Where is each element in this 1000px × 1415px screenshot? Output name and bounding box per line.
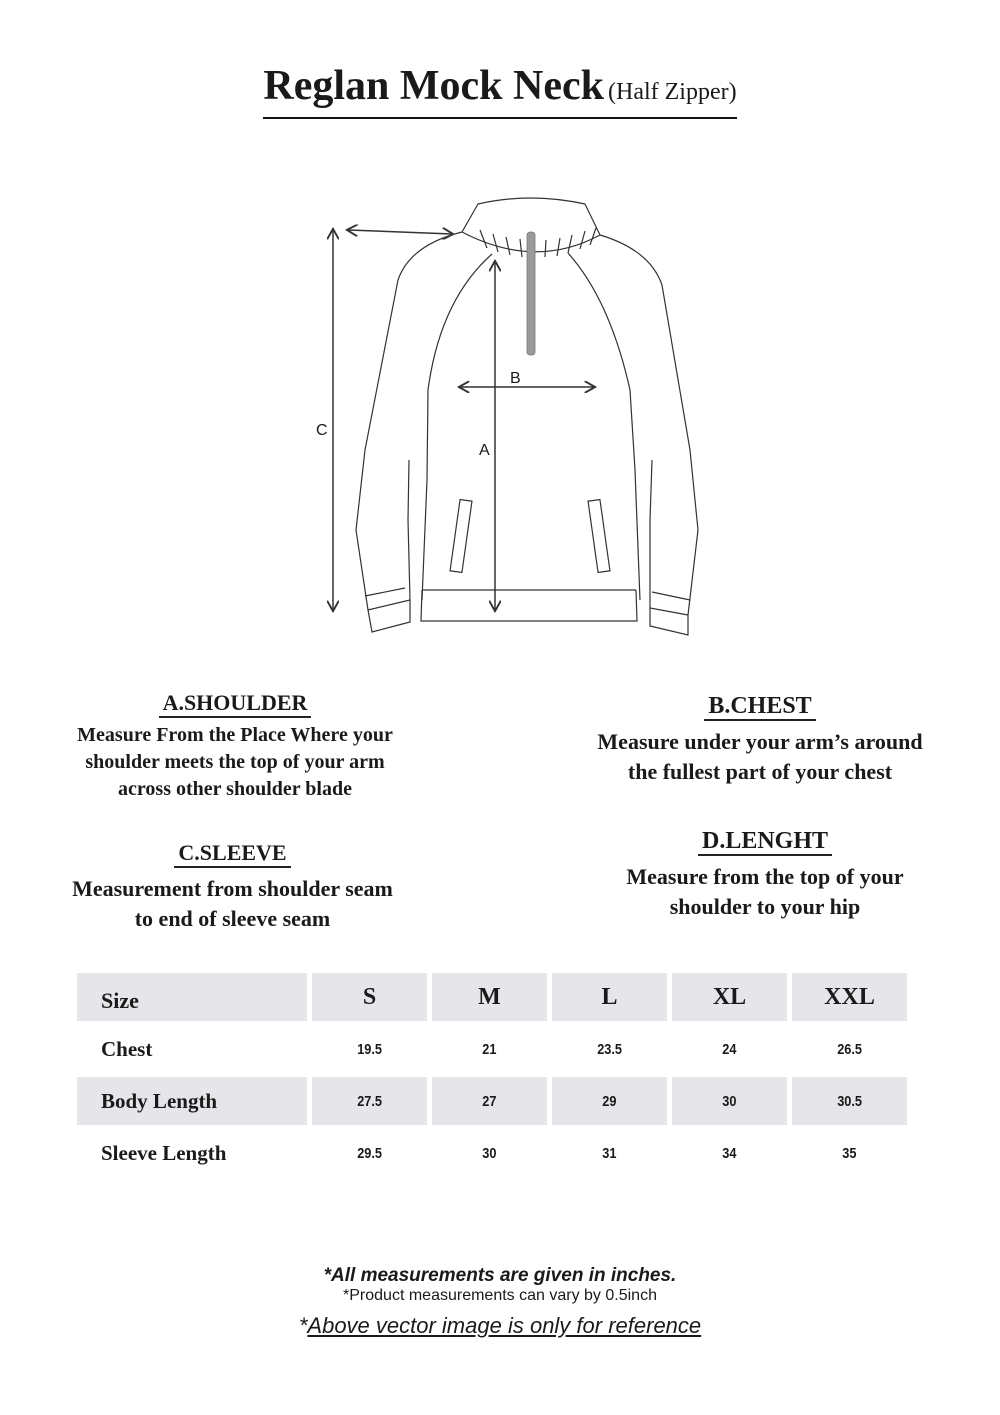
header-size-xxl: XXL <box>792 973 907 1021</box>
section-heading: A.SHOULDER <box>159 690 312 718</box>
cell-value: 29.5 <box>357 1144 382 1162</box>
row-label: Sleeve Length <box>101 1140 227 1165</box>
cell-value: 34 <box>722 1144 737 1162</box>
page-title <box>0 64 1000 119</box>
section-description: Measure From the Place Where your shoulder meets the top of your arm across other shoulder blade <box>77 724 393 800</box>
note-variance: *Product measurements can vary by 0.5inch <box>343 1287 657 1304</box>
section-description: Measure from the top of your shoulder to your hip <box>626 864 904 919</box>
section-chest <box>570 693 950 787</box>
section-sleeve <box>45 840 420 934</box>
header-size-l: L <box>552 973 667 1021</box>
header-size-m: M <box>432 973 547 1021</box>
cell-value: 21 <box>482 1040 497 1058</box>
sweater-illustration <box>310 190 710 640</box>
cell-value: 30.5 <box>837 1092 862 1110</box>
cell-value: 23.5 <box>597 1040 622 1058</box>
table-row <box>77 1025 912 1073</box>
cell-value: 26.5 <box>837 1040 862 1058</box>
section-description: Measure under your arm’s around the fullest part of your chest <box>597 729 923 784</box>
section-description: Measurement from shoulder seam to end of sleeve seam <box>72 876 393 931</box>
cell-value: 30 <box>722 1092 737 1110</box>
cell-value: 27 <box>482 1092 497 1110</box>
row-label: Body Length <box>77 1077 307 1125</box>
label-c: C <box>316 422 328 439</box>
row-label: Chest <box>101 1036 153 1061</box>
note-units: *All measurements are given in inches. <box>323 1265 677 1286</box>
section-heading: B.CHEST <box>704 693 815 721</box>
title-subtitle: (Half Zipper) <box>608 79 737 105</box>
label-a: A <box>479 442 490 459</box>
section-heading: D.LENGHT <box>698 828 832 856</box>
label-b: B <box>510 370 521 387</box>
note-reference: *Above vector image is only for reference <box>298 1313 702 1338</box>
cell-value: 24 <box>722 1040 737 1058</box>
cell-value: 31 <box>602 1144 617 1162</box>
header-size-s: S <box>312 973 427 1021</box>
title-main: Reglan Mock Neck <box>263 63 604 109</box>
table-row <box>77 1077 912 1125</box>
table-row <box>77 1129 912 1177</box>
table-header-row <box>77 973 912 1021</box>
header-size-xl: XL <box>672 973 787 1021</box>
garment-diagram <box>310 190 710 640</box>
size-chart-table <box>77 973 912 1181</box>
section-length <box>580 828 950 922</box>
header-size-label: Size <box>77 973 307 1021</box>
cell-value: 30 <box>482 1144 497 1162</box>
cell-value: 29 <box>602 1092 617 1110</box>
section-shoulder <box>50 690 420 803</box>
cell-value: 35 <box>842 1144 857 1162</box>
section-heading: C.SLEEVE <box>174 840 290 868</box>
zipper <box>527 232 535 355</box>
cell-value: 19.5 <box>357 1040 382 1058</box>
cell-value: 27.5 <box>357 1092 382 1110</box>
